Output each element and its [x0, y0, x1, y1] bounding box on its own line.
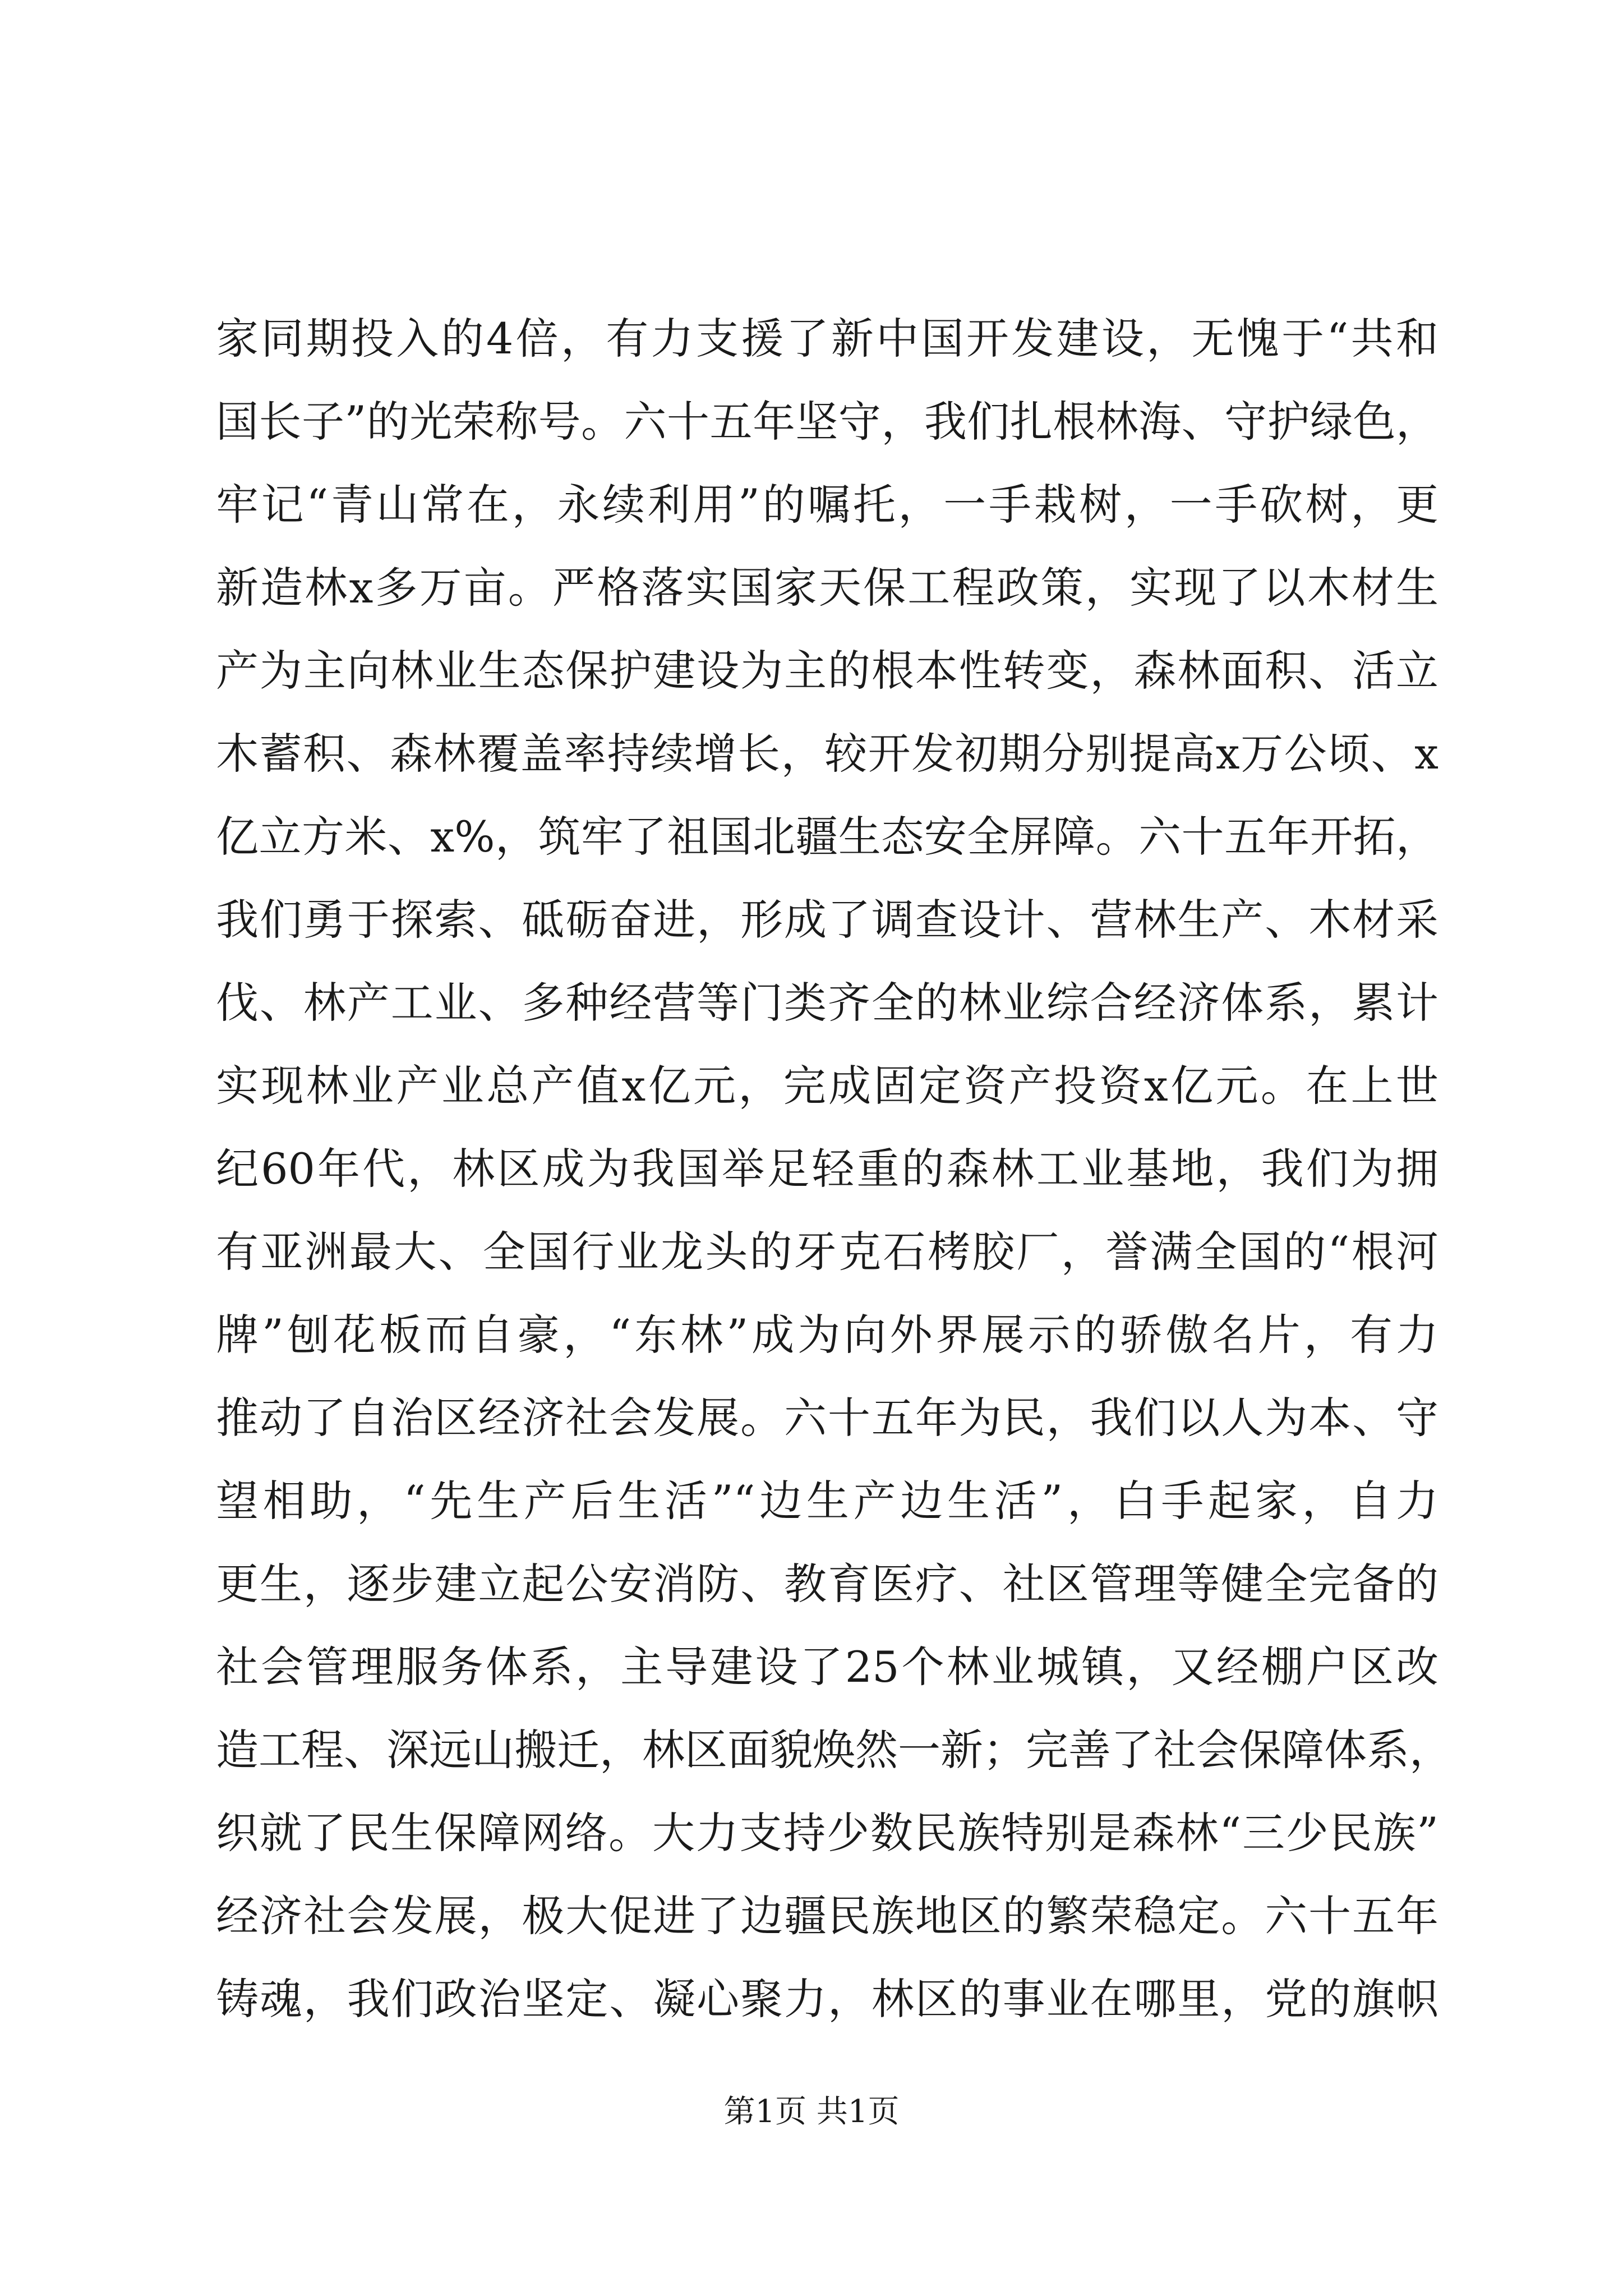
- text-line: 更生，逐步建立起公安消防、教育医疗、社区管理等健全完备的: [216, 1559, 1438, 1609]
- text-line: 产为主向林业生态保护建设为主的根本性转变，森林面积、活立: [216, 646, 1438, 696]
- text-line: 织就了民生保障网络。大力支持少数民族特别是森林“三少民族”: [216, 1808, 1438, 1858]
- text-line: 新造林x多万亩。严格落实国家天保工程政策，实现了以木材生: [216, 563, 1438, 613]
- text-line: 家同期投入的4倍，有力支援了新中国开发建设，无愧于“共和: [216, 314, 1438, 364]
- text-line: 木蓄积、森林覆盖率持续增长，较开发初期分别提高x万公顷、x: [216, 729, 1438, 779]
- body-text: [216, 297, 1452, 2041]
- text-line: 有亚洲最大、全国行业龙头的牙克石栲胶厂，誉满全国的“根河: [216, 1227, 1438, 1277]
- text-line: 亿立方米、x%，筑牢了祖国北疆生态安全屏障。六十五年开拓，: [216, 812, 1438, 862]
- text-line: 造工程、深远山搬迁，林区面貌焕然一新；完善了社会保障体系，: [216, 1725, 1452, 1775]
- text-line: 社会管理服务体系，主导建设了25个林业城镇，又经棚户区改: [216, 1642, 1438, 1692]
- text-line: 伐、林产工业、多种经营等门类齐全的林业综合经济体系，累计: [216, 978, 1438, 1028]
- text-line: 推动了自治区经济社会发展。六十五年为民，我们以人为本、守: [216, 1393, 1438, 1443]
- text-line: 经济社会发展，极大促进了边疆民族地区的繁荣稳定。六十五年: [216, 1891, 1438, 1941]
- page-footer: 第1页 共1页: [723, 2093, 900, 2130]
- text-line: 我们勇于探索、砥砺奋进，形成了调查设计、营林生产、木材采: [216, 895, 1438, 945]
- text-line: 牢记“青山常在，永续利用”的嘱托，一手栽树，一手砍树，更: [216, 480, 1438, 530]
- text-line: 望相助，“先生产后生活”“边生产边生活”，白手起家，自力: [216, 1476, 1438, 1526]
- text-line: 国长子”的光荣称号。六十五年坚守，我们扎根林海、守护绿色，: [216, 397, 1438, 447]
- text-line: 牌”刨花板而自豪，“东林”成为向外界展示的骄傲名片，有力: [216, 1310, 1438, 1360]
- text-line: 纪60年代，林区成为我国举足轻重的森林工业基地，我们为拥: [216, 1144, 1438, 1194]
- text-line: 实现林业产业总产值x亿元，完成固定资产投资x亿元。在上世: [216, 1061, 1438, 1111]
- text-line: 铸魂，我们政治坚定、凝心聚力，林区的事业在哪里，党的旗帜: [216, 1974, 1438, 2024]
